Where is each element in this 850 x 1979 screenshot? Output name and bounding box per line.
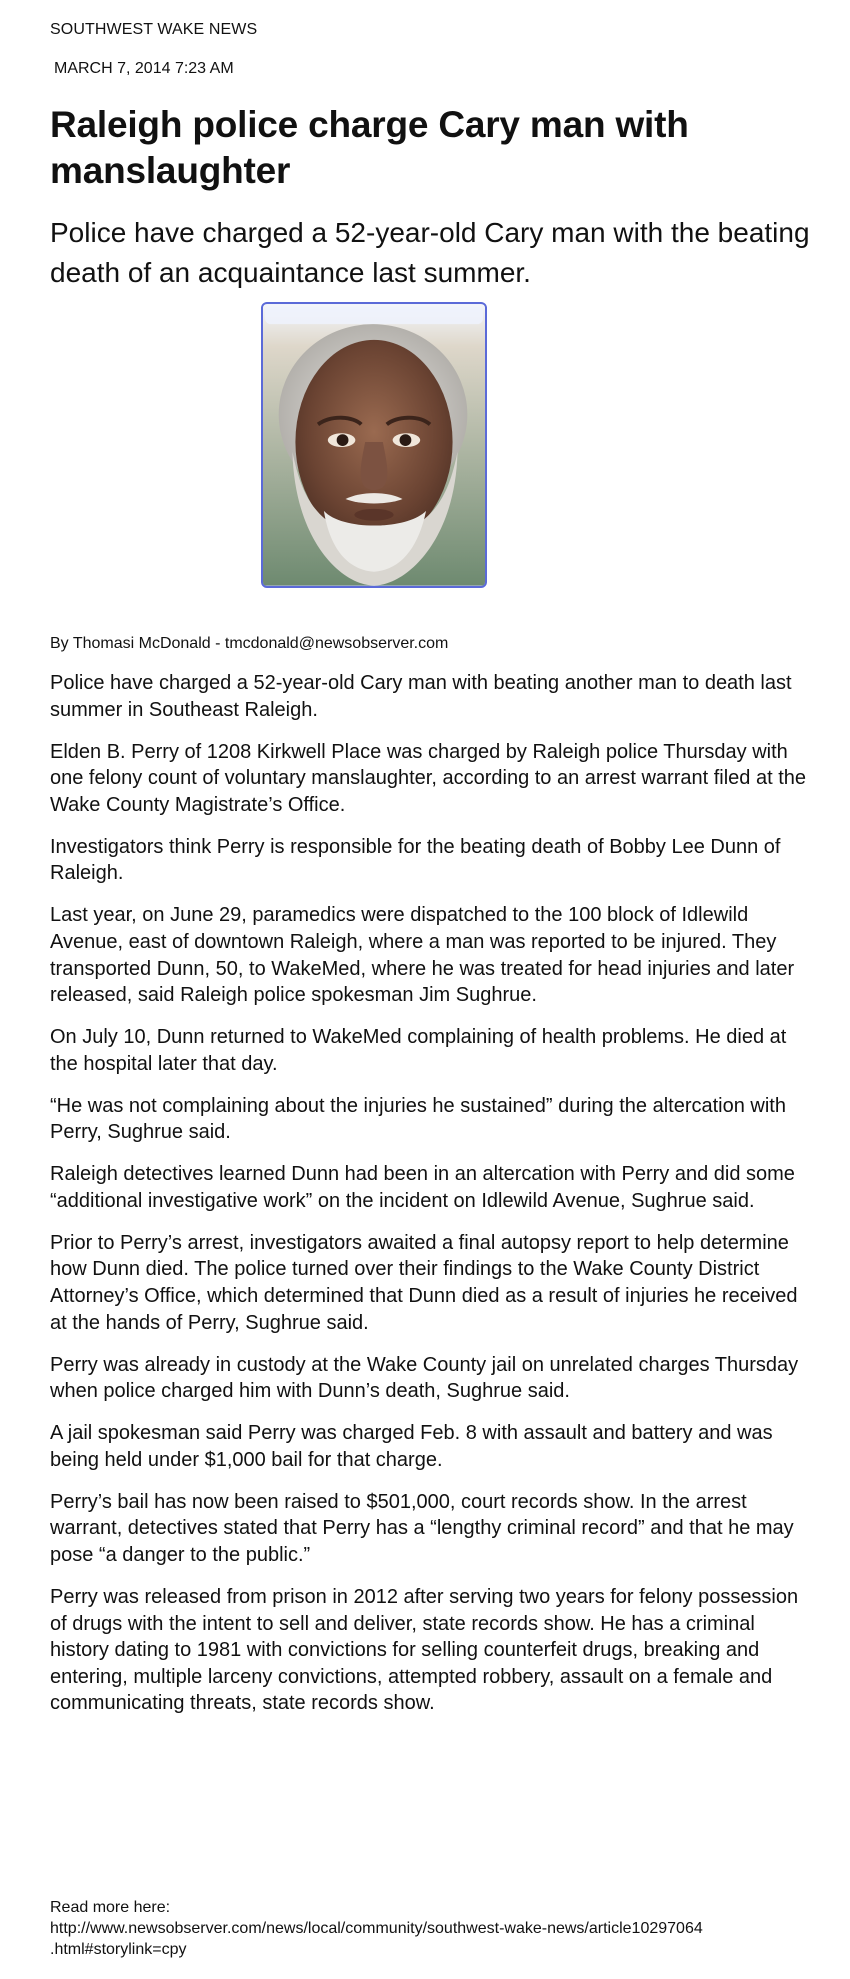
section-label: SOUTHWEST WAKE NEWS [50, 21, 258, 38]
paragraph: Perry was released from prison in 2012 after serving two years for felony possession of drugs with the intent to sell and deliver, state records show. He has a criminal history dating to 1981 with convictions for selling counterfeit drugs, breaking and entering, multiple larceny convictions, attempted robbery, assault on a female and communicating threats, state records show. [50, 1585, 799, 1715]
read-more-label: Read more here: [50, 1899, 171, 1916]
paragraph: Police have charged a 52-year-old Cary man with beating another man to death last summer in Southeast Raleigh. [50, 672, 792, 721]
paragraph: “He was not complaining about the injuries he sustained” during the altercation with Perry, Sughrue said. [50, 1094, 786, 1144]
paragraph: Perry’s bail has now been raised to $501,000, court records show. In the arrest warrant, detectives stated that Perry has a “lengthy criminal record” and that he may pose “a danger to the public.” [50, 1490, 794, 1566]
headline: Raleigh police charge Cary man with manslaughter [50, 104, 689, 191]
paragraph: A jail spokesman said Perry was charged Feb. 8 with assault and battery and was being held under $1,000 bail for that charge. [50, 1422, 773, 1471]
mugshot-photo [261, 302, 487, 588]
paragraph: Last year, on June 29, paramedics were dispatched to the 100 block of Idlewild Avenue, east of downtown Raleigh, where a man was reported to be injured. They transported Dunn, 50, to WakeMed, where he was treated for head injuries and later released, said Raleigh police spokesman Jim Sughrue. [50, 904, 795, 1007]
deck: Police have charged a 52-year-old Cary man with the beating death of an acquaintance last summer. [50, 217, 810, 288]
paragraph: Perry was already in custody at the Wake County jail on unrelated charges Thursday when police charged him with Dunn’s death, Sughrue said. [50, 1353, 799, 1403]
byline: By Thomasi McDonald - tmcdonald@newsobserver.com [50, 635, 449, 652]
paragraph: On July 10, Dunn returned to WakeMed complaining of health problems. He died at the hospital later that day. [50, 1026, 787, 1075]
mugshot-illustration [263, 304, 485, 586]
read-more-url-line-2[interactable]: .html#storylink=cpy [50, 1941, 187, 1958]
read-more-link[interactable] [50, 1918, 810, 1960]
paragraph: Raleigh detectives learned Dunn had been in an altercation with Perry and did some “additional investigative work” on the incident on Idlewild Avenue, Sughrue said. [50, 1163, 795, 1212]
paragraph: Elden B. Perry of 1208 Kirkwell Place was charged by Raleigh police Thursday with one felony count of voluntary manslaughter, according to an arrest warrant filed at the Wake County Magistrate’s Office. [50, 740, 806, 816]
paragraph: Prior to Perry’s arrest, investigators awaited a final autopsy report to help determine how Dunn died. The police turned over their findings to the Wake County District Attorney’s Office, which determined that Dunn died as a result of injuries he received at the hands of Perry, Sughrue said. [50, 1231, 798, 1334]
read-more-footer [50, 1897, 810, 1960]
read-more-url-line-1[interactable]: http://www.newsobserver.com/news/local/community/southwest-wake-news/article10297064 [50, 1920, 703, 1937]
article-body [50, 670, 810, 1732]
paragraph: Investigators think Perry is responsible for the beating death of Bobby Lee Dunn of Raleigh. [50, 835, 781, 885]
publish-date: MARCH 7, 2014 7:23 AM [54, 60, 234, 77]
